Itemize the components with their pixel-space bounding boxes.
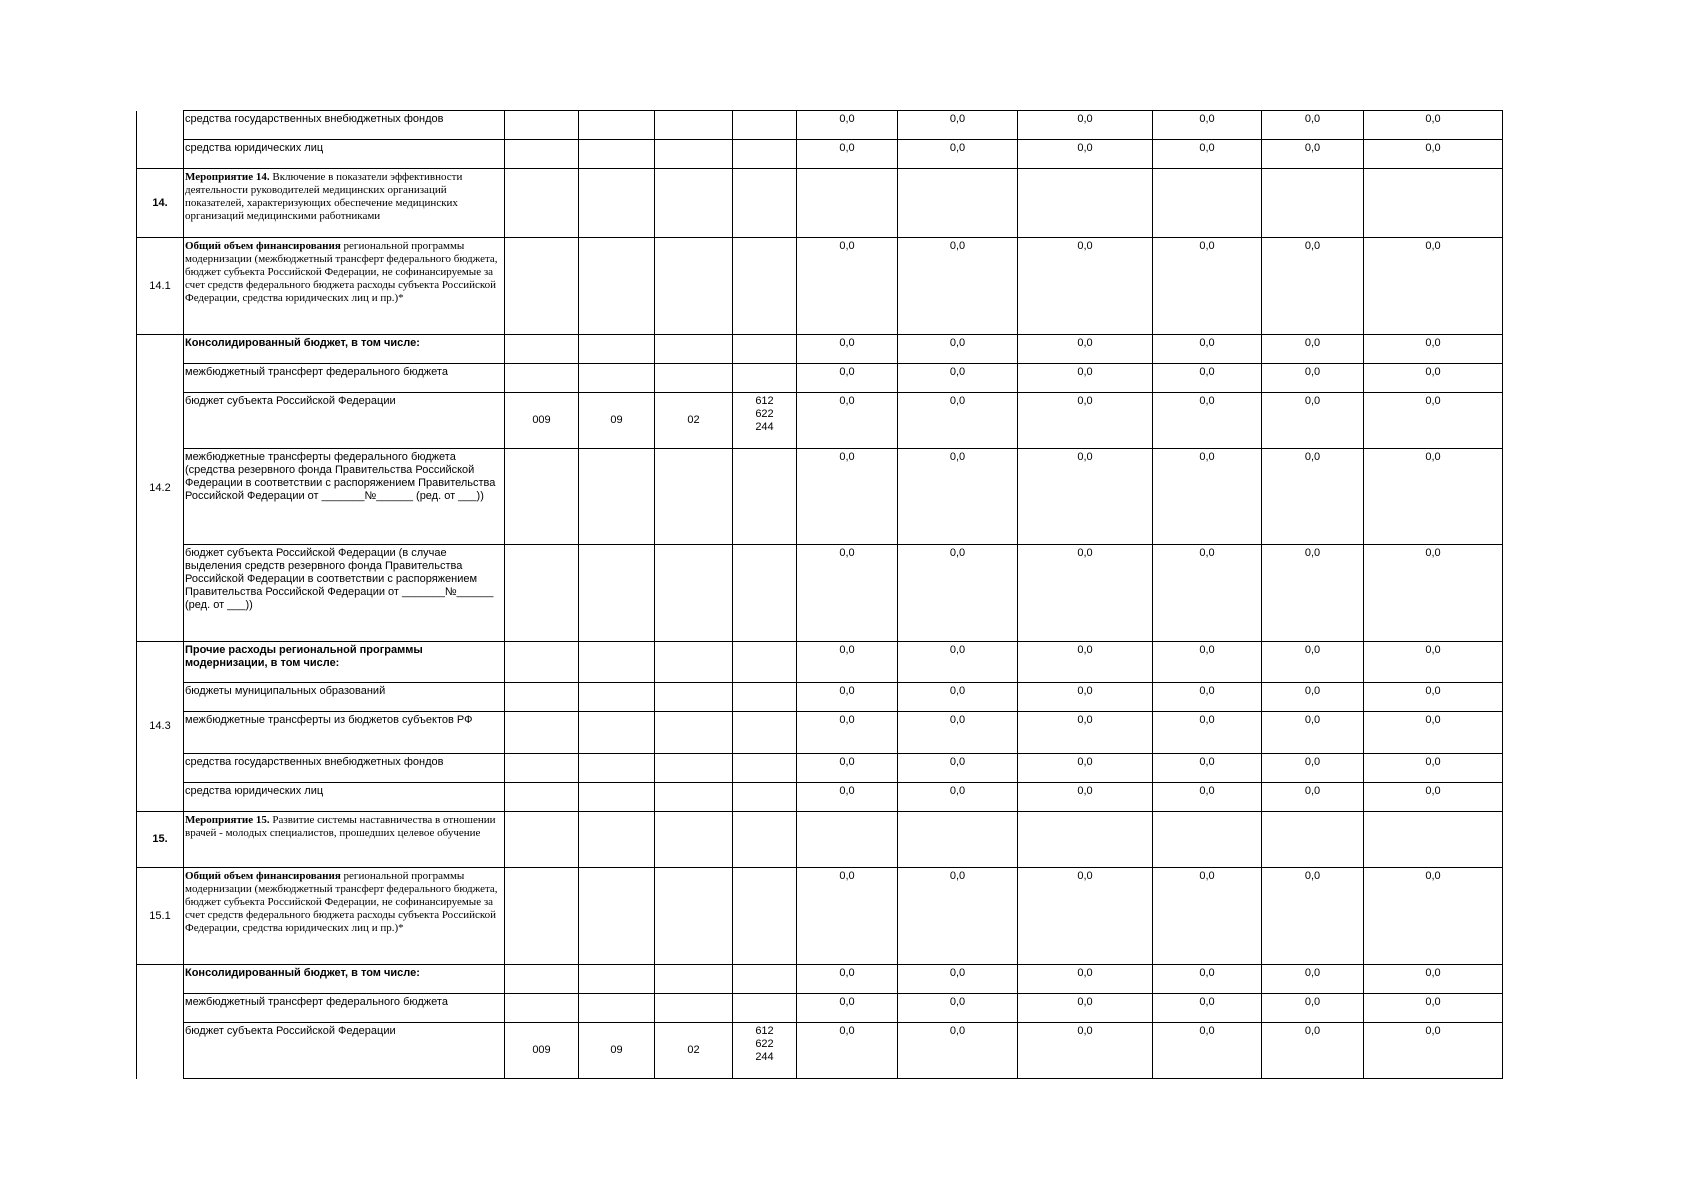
amount-cell: 0,0 xyxy=(1364,393,1503,449)
description-cell xyxy=(184,169,505,238)
section-code-cell xyxy=(579,238,655,335)
amount-cell: 0,0 xyxy=(1153,868,1262,965)
budget-table xyxy=(136,110,1503,1079)
amount-cell: 0,0 xyxy=(1018,868,1153,965)
table-row xyxy=(137,683,1503,712)
amount-cell: 0,0 xyxy=(1018,642,1153,683)
grbs-code-cell xyxy=(505,169,579,238)
description-cell xyxy=(184,449,505,545)
expense-type-code-cell xyxy=(733,335,797,364)
amount-cell: 0,0 xyxy=(1018,140,1153,169)
subsection-code-cell xyxy=(655,545,733,642)
expense-type-code-cell xyxy=(733,545,797,642)
amount-cell: 0,0 xyxy=(898,364,1018,393)
description-text: региональной программы модернизации (межбюджетный трансферт федерального бюджета, бюджет субъекта Российской Федерации, не софинансируемые за счет средств федерального бюджета расходы субъекта Российской Федерации, средства юридических лиц и пр.)* xyxy=(185,240,498,304)
description-text: Развитие системы наставничества в отношении врачей - молодых специалистов, прошедших целевое обучение xyxy=(185,814,496,839)
section-code-cell xyxy=(579,965,655,994)
description-text: бюджет субъекта Российской Федерации xyxy=(185,1025,396,1037)
amount-cell xyxy=(797,169,898,238)
expense-type-code-cell xyxy=(733,364,797,393)
amount-cell: 0,0 xyxy=(1364,868,1503,965)
amount-cell: 0,0 xyxy=(797,783,898,812)
table-body xyxy=(137,111,1503,1079)
expense-type-code-cell: 612 622 244 xyxy=(733,393,797,449)
amount-cell: 0,0 xyxy=(1153,642,1262,683)
grbs-code-cell xyxy=(505,754,579,783)
section-code-cell xyxy=(579,140,655,169)
grbs-code-cell xyxy=(505,683,579,712)
grbs-code-cell xyxy=(505,783,579,812)
amount-cell: 0,0 xyxy=(1153,238,1262,335)
grbs-code-cell xyxy=(505,364,579,393)
expense-type-code-cell xyxy=(733,994,797,1023)
amount-cell: 0,0 xyxy=(797,111,898,140)
subsection-code-cell: 02 xyxy=(655,393,733,449)
expense-type-code-cell xyxy=(733,169,797,238)
grbs-code-cell xyxy=(505,965,579,994)
description-text: межбюджетные трансферты федерального бюджета (средства резервного фонда Правительства Российской Федерации в соответствии с распоряжением Правительства Российской Федерации от _______№______ (ред. от ___)) xyxy=(185,451,496,502)
description-text: региональной программы модернизации (межбюджетный трансферт федерального бюджета, бюджет субъекта Российской Федерации, не софинансируемые за счет средств федерального бюджета расходы субъекта Российской Федерации, средства юридических лиц и пр.)* xyxy=(185,870,498,934)
amount-cell: 0,0 xyxy=(898,140,1018,169)
amount-cell: 0,0 xyxy=(1364,683,1503,712)
amount-cell: 0,0 xyxy=(797,965,898,994)
amount-cell: 0,0 xyxy=(1364,449,1503,545)
section-code-cell xyxy=(579,169,655,238)
description-text: Мероприятие 14. xyxy=(185,171,270,183)
description-text: бюджет субъекта Российской Федерации (в случае выделения средств резервного фонда Правительства Российской Федерации в соответствии с распоряжением Правительства Российской Федерации от _______№______ (ред. от ___)) xyxy=(185,547,494,611)
description-text: средства государственных внебюджетных фондов xyxy=(185,113,444,125)
amount-cell: 0,0 xyxy=(1018,994,1153,1023)
table-row xyxy=(137,364,1503,393)
amount-cell: 0,0 xyxy=(1153,393,1262,449)
amount-cell: 0,0 xyxy=(797,868,898,965)
description-cell xyxy=(184,238,505,335)
description-text: Консолидированный бюджет, в том числе: xyxy=(185,337,420,349)
row-number-cell: 14.3 xyxy=(137,642,184,812)
amount-cell: 0,0 xyxy=(1153,449,1262,545)
description-text: Общий объем финансирования xyxy=(185,870,341,882)
table-row xyxy=(137,169,1503,238)
amount-cell: 0,0 xyxy=(1262,238,1364,335)
amount-cell: 0,0 xyxy=(1153,965,1262,994)
amount-cell: 0,0 xyxy=(797,1023,898,1079)
amount-cell: 0,0 xyxy=(797,238,898,335)
row-number-cell: 15. xyxy=(137,812,184,868)
description-cell xyxy=(184,393,505,449)
amount-cell xyxy=(1153,812,1262,868)
subsection-code-cell xyxy=(655,449,733,545)
description-text: бюджеты муниципальных образований xyxy=(185,685,386,697)
grbs-code-cell xyxy=(505,238,579,335)
amount-cell: 0,0 xyxy=(1262,965,1364,994)
amount-cell: 0,0 xyxy=(898,783,1018,812)
amount-cell: 0,0 xyxy=(1153,712,1262,754)
amount-cell: 0,0 xyxy=(1153,335,1262,364)
amount-cell: 0,0 xyxy=(797,393,898,449)
table-row xyxy=(137,783,1503,812)
amount-cell: 0,0 xyxy=(1018,364,1153,393)
amount-cell: 0,0 xyxy=(797,335,898,364)
amount-cell: 0,0 xyxy=(797,364,898,393)
table-row xyxy=(137,140,1503,169)
amount-cell: 0,0 xyxy=(1364,238,1503,335)
subsection-code-cell xyxy=(655,364,733,393)
amount-cell: 0,0 xyxy=(1262,783,1364,812)
amount-cell: 0,0 xyxy=(898,754,1018,783)
grbs-code-cell xyxy=(505,642,579,683)
description-text: Прочие расходы региональной программы модернизации, в том числе: xyxy=(185,644,423,669)
amount-cell: 0,0 xyxy=(1153,364,1262,393)
table-row xyxy=(137,642,1503,683)
description-text: Общий объем финансирования xyxy=(185,240,341,252)
amount-cell: 0,0 xyxy=(797,683,898,712)
expense-type-code-cell xyxy=(733,140,797,169)
row-number-cell xyxy=(137,111,184,140)
subsection-code-cell xyxy=(655,642,733,683)
amount-cell: 0,0 xyxy=(1018,111,1153,140)
description-text: межбюджетный трансферт федерального бюджета xyxy=(185,996,448,1008)
description-cell xyxy=(184,140,505,169)
section-code-cell xyxy=(579,754,655,783)
amount-cell: 0,0 xyxy=(898,238,1018,335)
amount-cell: 0,0 xyxy=(797,994,898,1023)
amount-cell: 0,0 xyxy=(1262,994,1364,1023)
table-row xyxy=(137,335,1503,364)
amount-cell: 0,0 xyxy=(1364,1023,1503,1079)
table-row xyxy=(137,965,1503,994)
section-code-cell xyxy=(579,642,655,683)
amount-cell: 0,0 xyxy=(898,683,1018,712)
amount-cell: 0,0 xyxy=(898,335,1018,364)
section-code-cell xyxy=(579,994,655,1023)
amount-cell: 0,0 xyxy=(797,140,898,169)
amount-cell xyxy=(1262,812,1364,868)
amount-cell: 0,0 xyxy=(1364,994,1503,1023)
description-cell xyxy=(184,1023,505,1079)
description-text: средства юридических лиц xyxy=(185,142,324,154)
amount-cell: 0,0 xyxy=(1153,1023,1262,1079)
description-cell xyxy=(184,545,505,642)
subsection-code-cell xyxy=(655,335,733,364)
amount-cell: 0,0 xyxy=(1262,545,1364,642)
table-row xyxy=(137,238,1503,335)
table-row xyxy=(137,754,1503,783)
expense-type-code-cell xyxy=(733,783,797,812)
section-code-cell xyxy=(579,111,655,140)
amount-cell: 0,0 xyxy=(898,868,1018,965)
table-row xyxy=(137,111,1503,140)
amount-cell: 0,0 xyxy=(1018,965,1153,994)
description-text: межбюджетный трансферт федерального бюджета xyxy=(185,366,448,378)
amount-cell: 0,0 xyxy=(797,449,898,545)
description-cell xyxy=(184,642,505,683)
section-code-cell xyxy=(579,545,655,642)
section-code-cell xyxy=(579,868,655,965)
amount-cell: 0,0 xyxy=(898,1023,1018,1079)
subsection-code-cell xyxy=(655,783,733,812)
section-code-cell xyxy=(579,449,655,545)
row-number-cell xyxy=(137,965,184,1079)
row-number-cell xyxy=(137,140,184,169)
description-cell xyxy=(184,364,505,393)
expense-type-code-cell xyxy=(733,754,797,783)
description-cell xyxy=(184,712,505,754)
table-row xyxy=(137,449,1503,545)
expense-type-code-cell xyxy=(733,683,797,712)
expense-type-code-cell xyxy=(733,238,797,335)
amount-cell: 0,0 xyxy=(1153,111,1262,140)
subsection-code-cell xyxy=(655,712,733,754)
amount-cell xyxy=(898,169,1018,238)
grbs-code-cell xyxy=(505,111,579,140)
amount-cell: 0,0 xyxy=(1262,364,1364,393)
table-row xyxy=(137,1023,1503,1079)
expense-type-code-cell xyxy=(733,965,797,994)
amount-cell: 0,0 xyxy=(1018,754,1153,783)
section-code-cell xyxy=(579,783,655,812)
grbs-code-cell xyxy=(505,545,579,642)
subsection-code-cell xyxy=(655,994,733,1023)
subsection-code-cell xyxy=(655,683,733,712)
expense-type-code-cell xyxy=(733,642,797,683)
description-cell xyxy=(184,868,505,965)
description-cell xyxy=(184,812,505,868)
amount-cell: 0,0 xyxy=(1153,994,1262,1023)
amount-cell: 0,0 xyxy=(1262,683,1364,712)
amount-cell: 0,0 xyxy=(898,545,1018,642)
section-code-cell xyxy=(579,683,655,712)
subsection-code-cell xyxy=(655,169,733,238)
description-cell xyxy=(184,754,505,783)
row-number-cell: 15.1 xyxy=(137,868,184,965)
amount-cell: 0,0 xyxy=(1262,111,1364,140)
grbs-code-cell xyxy=(505,994,579,1023)
amount-cell: 0,0 xyxy=(1262,754,1364,783)
amount-cell: 0,0 xyxy=(1262,449,1364,545)
description-cell xyxy=(184,994,505,1023)
section-code-cell: 09 xyxy=(579,393,655,449)
amount-cell: 0,0 xyxy=(1262,140,1364,169)
table-row xyxy=(137,545,1503,642)
amount-cell: 0,0 xyxy=(797,642,898,683)
expense-type-code-cell: 612 622 244 xyxy=(733,1023,797,1079)
amount-cell xyxy=(1018,812,1153,868)
subsection-code-cell xyxy=(655,812,733,868)
amount-cell: 0,0 xyxy=(898,393,1018,449)
subsection-code-cell xyxy=(655,965,733,994)
amount-cell: 0,0 xyxy=(1153,140,1262,169)
amount-cell: 0,0 xyxy=(1153,783,1262,812)
description-cell xyxy=(184,783,505,812)
description-text: Мероприятие 15. xyxy=(185,814,270,826)
amount-cell: 0,0 xyxy=(797,712,898,754)
subsection-code-cell xyxy=(655,238,733,335)
table-row xyxy=(137,812,1503,868)
subsection-code-cell xyxy=(655,868,733,965)
amount-cell: 0,0 xyxy=(898,994,1018,1023)
amount-cell: 0,0 xyxy=(1262,868,1364,965)
amount-cell: 0,0 xyxy=(898,712,1018,754)
amount-cell: 0,0 xyxy=(1262,1023,1364,1079)
amount-cell: 0,0 xyxy=(898,111,1018,140)
amount-cell xyxy=(1364,812,1503,868)
amount-cell: 0,0 xyxy=(898,642,1018,683)
row-number-cell: 14.1 xyxy=(137,238,184,335)
amount-cell: 0,0 xyxy=(797,545,898,642)
amount-cell: 0,0 xyxy=(1262,712,1364,754)
expense-type-code-cell xyxy=(733,868,797,965)
amount-cell: 0,0 xyxy=(898,965,1018,994)
grbs-code-cell: 009 xyxy=(505,1023,579,1079)
amount-cell: 0,0 xyxy=(1018,238,1153,335)
amount-cell: 0,0 xyxy=(898,449,1018,545)
grbs-code-cell xyxy=(505,449,579,545)
grbs-code-cell xyxy=(505,140,579,169)
row-number-cell: 14.2 xyxy=(137,335,184,642)
amount-cell xyxy=(898,812,1018,868)
amount-cell: 0,0 xyxy=(1364,965,1503,994)
amount-cell: 0,0 xyxy=(1018,712,1153,754)
description-cell xyxy=(184,683,505,712)
row-number-cell: 14. xyxy=(137,169,184,238)
amount-cell: 0,0 xyxy=(1018,545,1153,642)
grbs-code-cell xyxy=(505,812,579,868)
amount-cell: 0,0 xyxy=(797,754,898,783)
amount-cell: 0,0 xyxy=(1018,1023,1153,1079)
amount-cell: 0,0 xyxy=(1018,449,1153,545)
amount-cell: 0,0 xyxy=(1018,335,1153,364)
section-code-cell xyxy=(579,712,655,754)
grbs-code-cell: 009 xyxy=(505,393,579,449)
table-row xyxy=(137,393,1503,449)
description-cell xyxy=(184,111,505,140)
description-text: бюджет субъекта Российской Федерации xyxy=(185,395,396,407)
amount-cell xyxy=(1262,169,1364,238)
amount-cell: 0,0 xyxy=(1262,393,1364,449)
expense-type-code-cell xyxy=(733,812,797,868)
subsection-code-cell xyxy=(655,140,733,169)
description-text: средства юридических лиц xyxy=(185,785,324,797)
subsection-code-cell xyxy=(655,754,733,783)
amount-cell xyxy=(797,812,898,868)
amount-cell: 0,0 xyxy=(1153,683,1262,712)
section-code-cell xyxy=(579,364,655,393)
subsection-code-cell: 02 xyxy=(655,1023,733,1079)
amount-cell: 0,0 xyxy=(1364,111,1503,140)
expense-type-code-cell xyxy=(733,449,797,545)
description-cell xyxy=(184,335,505,364)
section-code-cell xyxy=(579,335,655,364)
expense-type-code-cell xyxy=(733,111,797,140)
description-text: межбюджетные трансферты из бюджетов субъектов РФ xyxy=(185,714,473,726)
amount-cell: 0,0 xyxy=(1364,545,1503,642)
amount-cell: 0,0 xyxy=(1364,712,1503,754)
section-code-cell: 09 xyxy=(579,1023,655,1079)
table-row xyxy=(137,712,1503,754)
amount-cell: 0,0 xyxy=(1364,642,1503,683)
amount-cell: 0,0 xyxy=(1262,335,1364,364)
amount-cell xyxy=(1153,169,1262,238)
table-row xyxy=(137,868,1503,965)
description-text: Консолидированный бюджет, в том числе: xyxy=(185,967,420,979)
amount-cell: 0,0 xyxy=(1153,754,1262,783)
grbs-code-cell xyxy=(505,712,579,754)
amount-cell: 0,0 xyxy=(1364,783,1503,812)
amount-cell: 0,0 xyxy=(1364,140,1503,169)
amount-cell: 0,0 xyxy=(1364,335,1503,364)
amount-cell: 0,0 xyxy=(1153,545,1262,642)
expense-type-code-cell xyxy=(733,712,797,754)
amount-cell: 0,0 xyxy=(1018,783,1153,812)
amount-cell: 0,0 xyxy=(1262,642,1364,683)
subsection-code-cell xyxy=(655,111,733,140)
section-code-cell xyxy=(579,812,655,868)
grbs-code-cell xyxy=(505,868,579,965)
amount-cell xyxy=(1364,169,1503,238)
amount-cell: 0,0 xyxy=(1018,393,1153,449)
grbs-code-cell xyxy=(505,335,579,364)
description-cell xyxy=(184,965,505,994)
amount-cell: 0,0 xyxy=(1364,754,1503,783)
description-text: Включение в показатели эффективности деятельности руководителей медицинских организаций показателей, характеризующих обеспечение медицинских организаций медицинскими работниками xyxy=(185,171,463,222)
amount-cell: 0,0 xyxy=(1364,364,1503,393)
amount-cell xyxy=(1018,169,1153,238)
table-row xyxy=(137,994,1503,1023)
description-text: средства государственных внебюджетных фондов xyxy=(185,756,444,768)
amount-cell: 0,0 xyxy=(1018,683,1153,712)
